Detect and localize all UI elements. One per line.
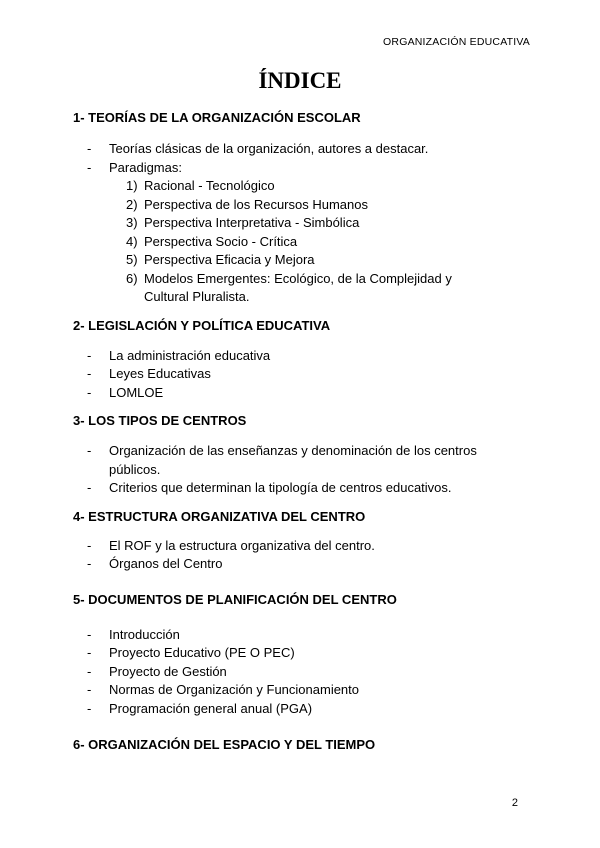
sub-item: 4) Perspectiva Socio - Crítica <box>126 233 298 249</box>
list-item: - Introducción <box>87 626 180 642</box>
dash: - <box>87 141 92 156</box>
list-item: - Proyecto de Gestión <box>87 663 227 679</box>
list-item: - Proyecto Educativo (PE O PEC) <box>87 645 295 660</box>
section-title: 4- ESTRUCTURA ORGANIZATIVA DEL CENTRO <box>73 508 366 524</box>
index-content <box>73 109 543 754</box>
list-item: - Criterios que determinan la tipología de centros educativos. <box>87 480 452 495</box>
sub-item: 1) Racional - Tecnológico <box>126 178 275 193</box>
section-5 <box>73 591 543 719</box>
sub-item: 6) Modelos Emergentes: Ecológico, de la Complejidad y Cultural Pluralista. <box>126 270 452 304</box>
list-item: - Paradigmas: <box>73 159 543 178</box>
list-item: - El ROF y la estructura organizativa del centro. <box>87 537 375 553</box>
list-item: - Normas de Organización y Funcionamiento <box>87 682 360 697</box>
dash: - <box>87 159 92 175</box>
sub-item: 2) Perspectiva de los Recursos Humanos <box>126 196 368 212</box>
list-item: - Organización de las enseñanzas y denominación de los centros públicos. <box>87 443 477 477</box>
list-item: - LOMLOE <box>87 384 164 400</box>
section-title: 6- ORGANIZACIÓN DEL ESPACIO Y DEL TIEMPO <box>73 737 376 752</box>
section-4 <box>73 508 543 574</box>
sub-item: 3) Perspectiva Interpretativa - Simbólica <box>126 215 360 230</box>
section-title: 2- LEGISLACIÓN Y POLÍTICA EDUCATIVA <box>73 317 331 333</box>
sub-item: 5) Perspectiva Eficacia y Mejora <box>126 252 315 267</box>
section-title: 3- LOS TIPOS DE CENTROS <box>73 413 247 428</box>
list-item: - Programación general anual (PGA) <box>87 700 313 716</box>
section-6 <box>73 736 543 754</box>
list-item: - Leyes Educativas <box>87 366 211 381</box>
section-3 <box>73 412 543 498</box>
section-1 <box>73 109 543 307</box>
list-item: - Órganos del Centro <box>87 556 223 571</box>
page-title: ÍNDICE <box>258 68 342 93</box>
page-number: 2 <box>511 797 518 809</box>
list-item: - Teorías clásicas de la organización, autores a destacar. <box>73 140 543 159</box>
running-header: ORGANIZACIÓN EDUCATIVA <box>383 36 530 48</box>
section-title: 1- TEORÍAS DE LA ORGANIZACIÓN ESCOLAR <box>73 110 361 125</box>
section-2 <box>73 317 543 403</box>
section-title: 5- DOCUMENTOS DE PLANIFICACIÓN DEL CENTRO <box>73 591 397 607</box>
list-item: - La administración educativa <box>87 347 271 363</box>
